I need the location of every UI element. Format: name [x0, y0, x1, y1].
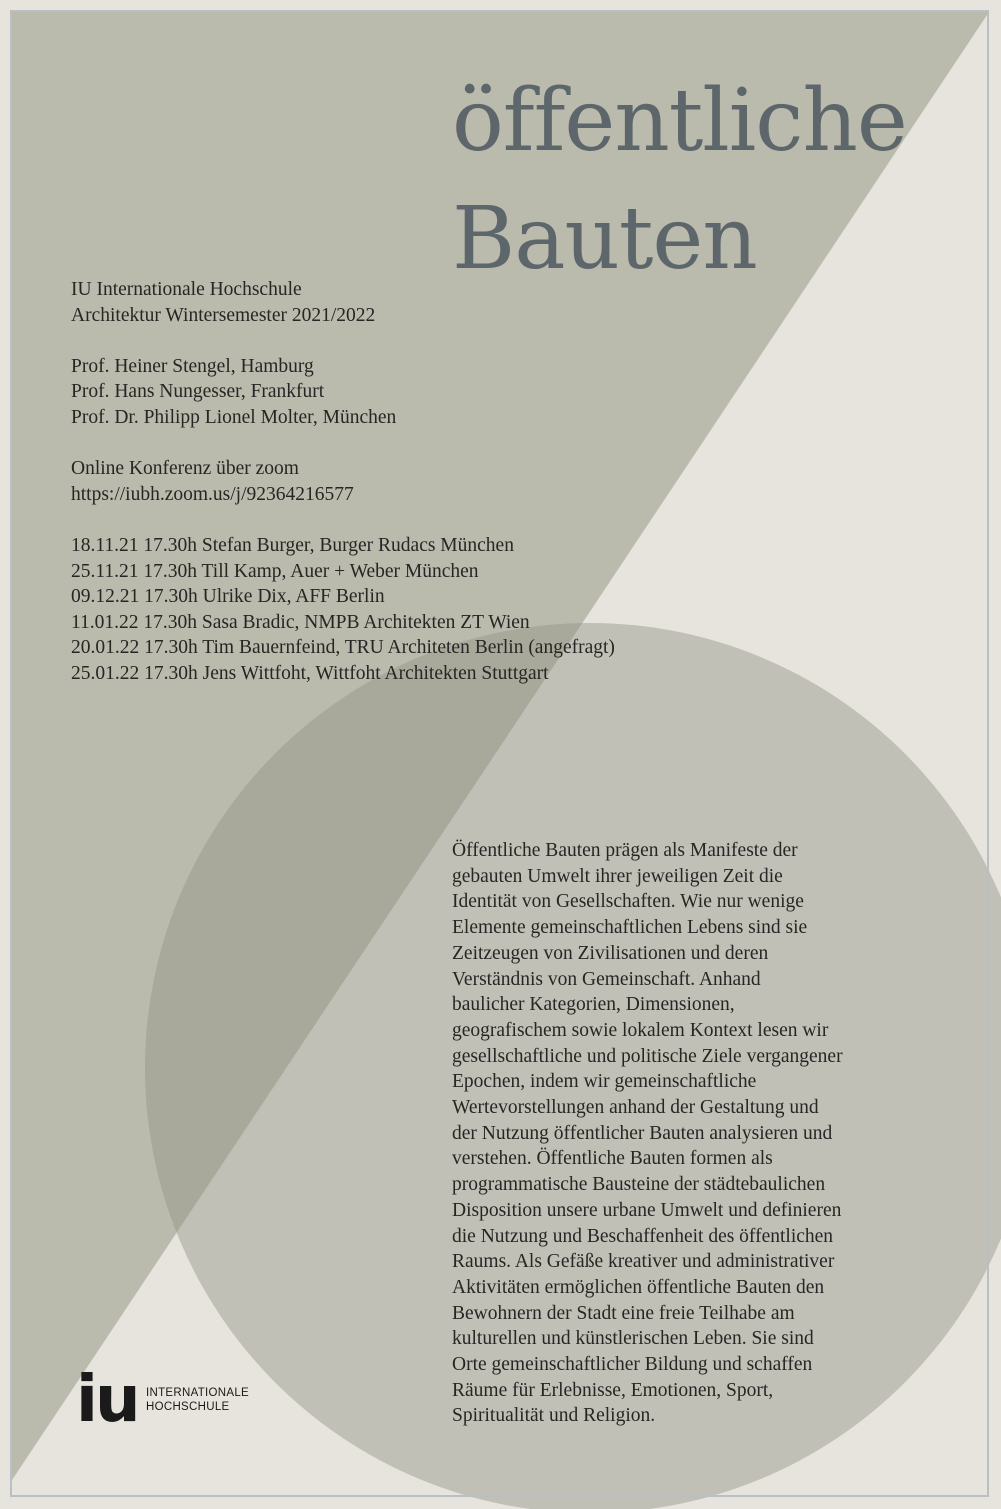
description-line: Elemente gemeinschaftlichen Lebens sind sie	[452, 917, 808, 939]
institution-name: IU Internationale Hochschule	[71, 279, 302, 300]
description-line: Wertevorstellungen anhand der Gestaltung und	[452, 1097, 819, 1119]
professor: Prof. Hans Nungesser, Frankfurt	[71, 381, 325, 403]
description-line: gesellschaftliche und politische Ziele vergangener	[452, 1045, 843, 1067]
description-line: Identität von Gesellschaften. Wie nur wenige	[452, 891, 804, 913]
conference-link[interactable]: https://iubh.zoom.us/j/92364216577	[71, 483, 354, 505]
description-line: Orte gemeinschaftlicher Bildung und schaffen	[452, 1354, 813, 1376]
logo-text-line-1: INTERNATIONALE	[146, 1387, 250, 1399]
description-line: Epochen, indem wir gemeinschaftliche	[452, 1071, 757, 1093]
description-line: Öffentliche Bauten prägen als Manifeste der	[452, 840, 798, 861]
schedule-item: 09.12.21 17.30h Ulrike Dix, AFF Berlin	[71, 586, 385, 608]
description-line: programmatische Bausteine der städtebaulichen	[452, 1174, 826, 1196]
professor: Prof. Dr. Philipp Lionel Molter, München	[71, 406, 397, 428]
program-name: Architektur Wintersemester 2021/2022	[71, 304, 376, 326]
description-line: verstehen. Öffentliche Bauten formen als	[452, 1148, 773, 1170]
logo-wordmark	[146, 1386, 249, 1414]
description-line: der Nutzung öffentlicher Bauten analysieren und	[452, 1122, 833, 1144]
professor: Prof. Heiner Stengel, Hamburg	[71, 355, 314, 377]
logo-text-line-2: HOCHSCHULE	[146, 1401, 230, 1413]
description-line: Verständnis von Gemeinschaft. Anhand	[452, 968, 761, 990]
description-line: die Nutzung und Beschaffenheit des öffentlichen	[452, 1225, 834, 1247]
description-line: Zeitzeugen von Zivilisationen und deren	[452, 942, 769, 964]
schedule-item: 25.01.22 17.30h Jens Wittfoht, Wittfoht Architekten Stuttgart	[71, 662, 549, 684]
event-info	[71, 277, 691, 687]
title-line-2: Bauten	[452, 189, 757, 289]
conference-label: Online Konferenz über zoom	[71, 458, 299, 480]
description-paragraph	[452, 838, 897, 1429]
poster-title	[452, 62, 907, 298]
description-line: Raums. Als Gefäße kreativer und administrativer	[452, 1251, 835, 1273]
description-line: gebauten Umwelt ihrer jeweiligen Zeit die	[452, 865, 783, 887]
schedule-item: 20.01.22 17.30h Tim Bauernfeind, TRU Architeten Berlin (angefragt)	[71, 637, 615, 659]
description-line: kulturellen und künstlerischen Leben. Sie sind	[452, 1328, 814, 1350]
description-line: Bewohnern der Stadt eine freie Teilhabe am	[452, 1302, 795, 1324]
title-line-1: öffentliche	[452, 71, 907, 171]
description-line: geografischem sowie lokalem Kontext lesen wir	[452, 1019, 829, 1041]
description-line: Räume für Erlebnisse, Emotionen, Sport,	[452, 1379, 774, 1401]
description-line: Aktivitäten ermöglichen öffentliche Bauten den	[452, 1276, 825, 1298]
logo-mark: iu	[76, 1363, 138, 1437]
description-line: baulicher Kategorien, Dimensionen,	[452, 994, 735, 1016]
schedule-item: 11.01.22 17.30h Sasa Bradic, NMPB Architekten ZT Wien	[71, 611, 530, 633]
description-line: Spiritualität und Religion.	[452, 1405, 656, 1427]
schedule-item: 18.11.21 17.30h Stefan Burger, Burger Rudacs München	[71, 534, 514, 556]
description-line: Disposition unsere urbane Umwelt und definieren	[452, 1199, 842, 1221]
schedule-item: 25.11.21 17.30h Till Kamp, Auer + Weber München	[71, 560, 479, 582]
